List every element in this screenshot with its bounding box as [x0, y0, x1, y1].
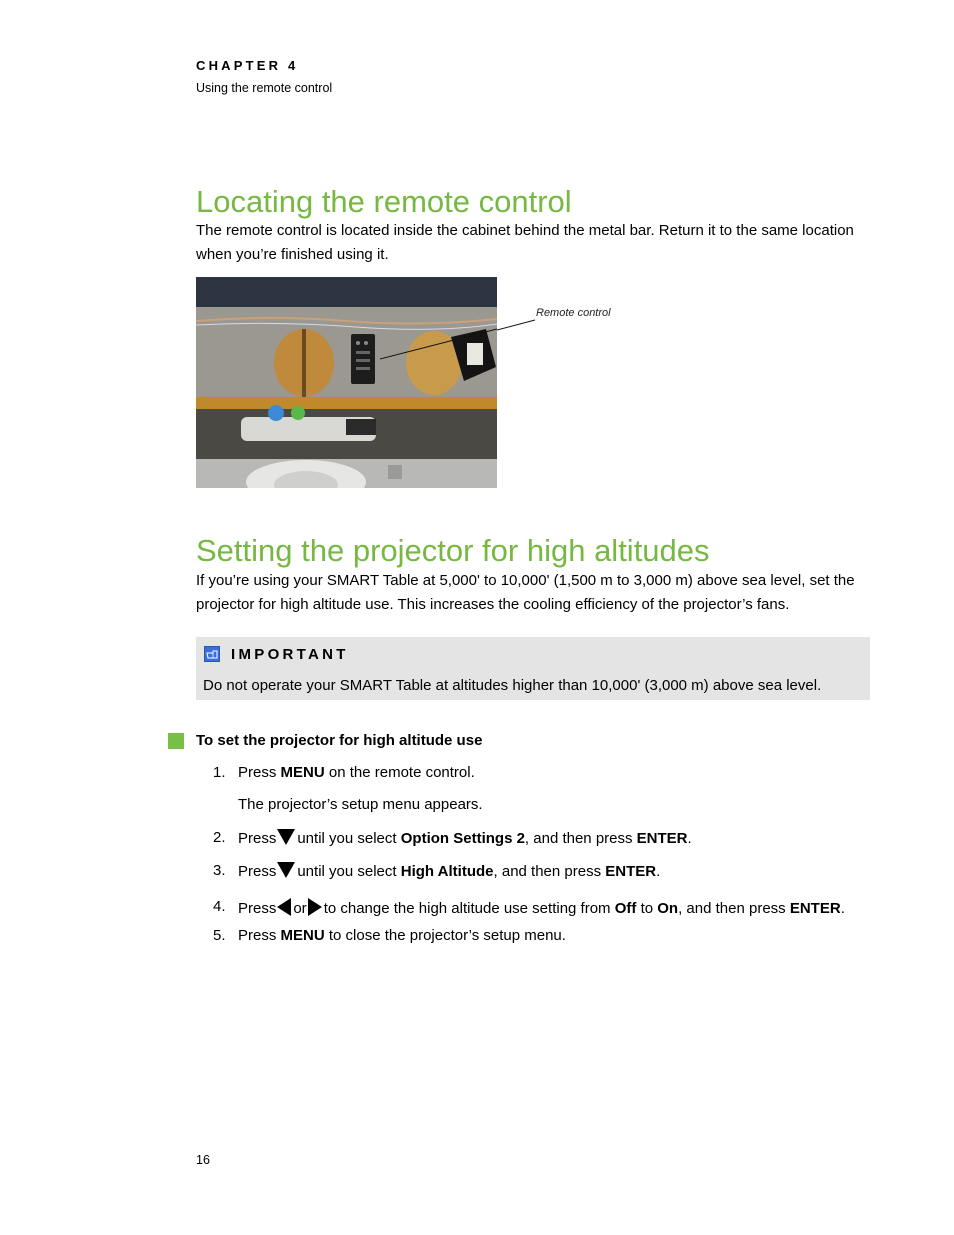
step-text: , and then press [524, 830, 633, 847]
down-arrow-icon [277, 862, 295, 878]
step-text: to change the high altitude use setting from [323, 900, 611, 917]
right-arrow-icon [308, 898, 322, 916]
step-text: Press [238, 900, 277, 917]
step-value: Off [614, 900, 637, 917]
remote-control-callout: Remote control [536, 307, 611, 319]
pointing-hand-icon [204, 646, 220, 662]
step-text: , and then press [678, 900, 786, 917]
down-arrow-icon [277, 829, 295, 845]
important-note [196, 637, 870, 700]
step-item: Option Settings 2 [400, 830, 525, 847]
page-number: 16 [196, 1153, 210, 1167]
left-arrow-icon [277, 898, 291, 916]
step-text: Press [238, 863, 277, 880]
step-key: ENTER [636, 830, 688, 847]
step-text: on the remote control. [328, 764, 475, 781]
important-text: Do not operate your SMART Table at altitudes higher than 10,000' (3,000 m) above sea level. [203, 677, 822, 694]
procedure-title: To set the projector for high altitude use [196, 732, 483, 749]
section-paragraph-locating-remote: The remote control is located inside the cabinet behind the metal bar. Return it to the same location when you’re finished using it. [196, 222, 854, 263]
step-key: ENTER [789, 900, 841, 917]
step-text: to [640, 900, 654, 917]
step-text: . [656, 863, 661, 880]
step-key: ENTER [605, 863, 657, 880]
section-title-high-altitude: Setting the projector for high altitudes [196, 533, 710, 568]
step-number: 4. [213, 898, 226, 915]
step-key: MENU [280, 764, 325, 781]
step-text: Press [238, 927, 277, 944]
step-text: until you select [297, 863, 397, 880]
step-text: , and then press [493, 863, 602, 880]
step-text: Press [238, 764, 277, 781]
important-label: IMPORTANT [231, 646, 349, 663]
step-text: . [687, 830, 692, 847]
callout-leader-line [497, 312, 537, 332]
step-text: . [840, 900, 845, 917]
step-value: On [657, 900, 679, 917]
remote-control-photo [196, 277, 497, 488]
step-number: 2. [213, 829, 226, 846]
running-title: Using the remote control [196, 81, 333, 95]
step-text: to close the projector’s setup menu. [328, 927, 566, 944]
step-item: High Altitude [400, 863, 494, 880]
step-key: MENU [280, 927, 325, 944]
step-number: 3. [213, 862, 226, 879]
section-title-locating-remote: Locating the remote control [196, 184, 572, 219]
step-number: 5. [213, 927, 226, 944]
step-text: or [293, 900, 307, 917]
step-number: 1. [213, 764, 226, 781]
chapter-label: CHAPTER 4 [196, 58, 299, 73]
step-text: until you select [297, 830, 397, 847]
step-text: Press [238, 830, 277, 847]
step-result: The projector’s setup menu appears. [238, 796, 483, 813]
procedure-marker [168, 733, 184, 749]
section-paragraph-high-altitude: If you’re using your SMART Table at 5,000' to 10,000' (1,500 m to 3,000 m) above sea level, set the projector for high altitude use. This increases the cooling efficiency of the projector’s fans. [196, 572, 855, 613]
